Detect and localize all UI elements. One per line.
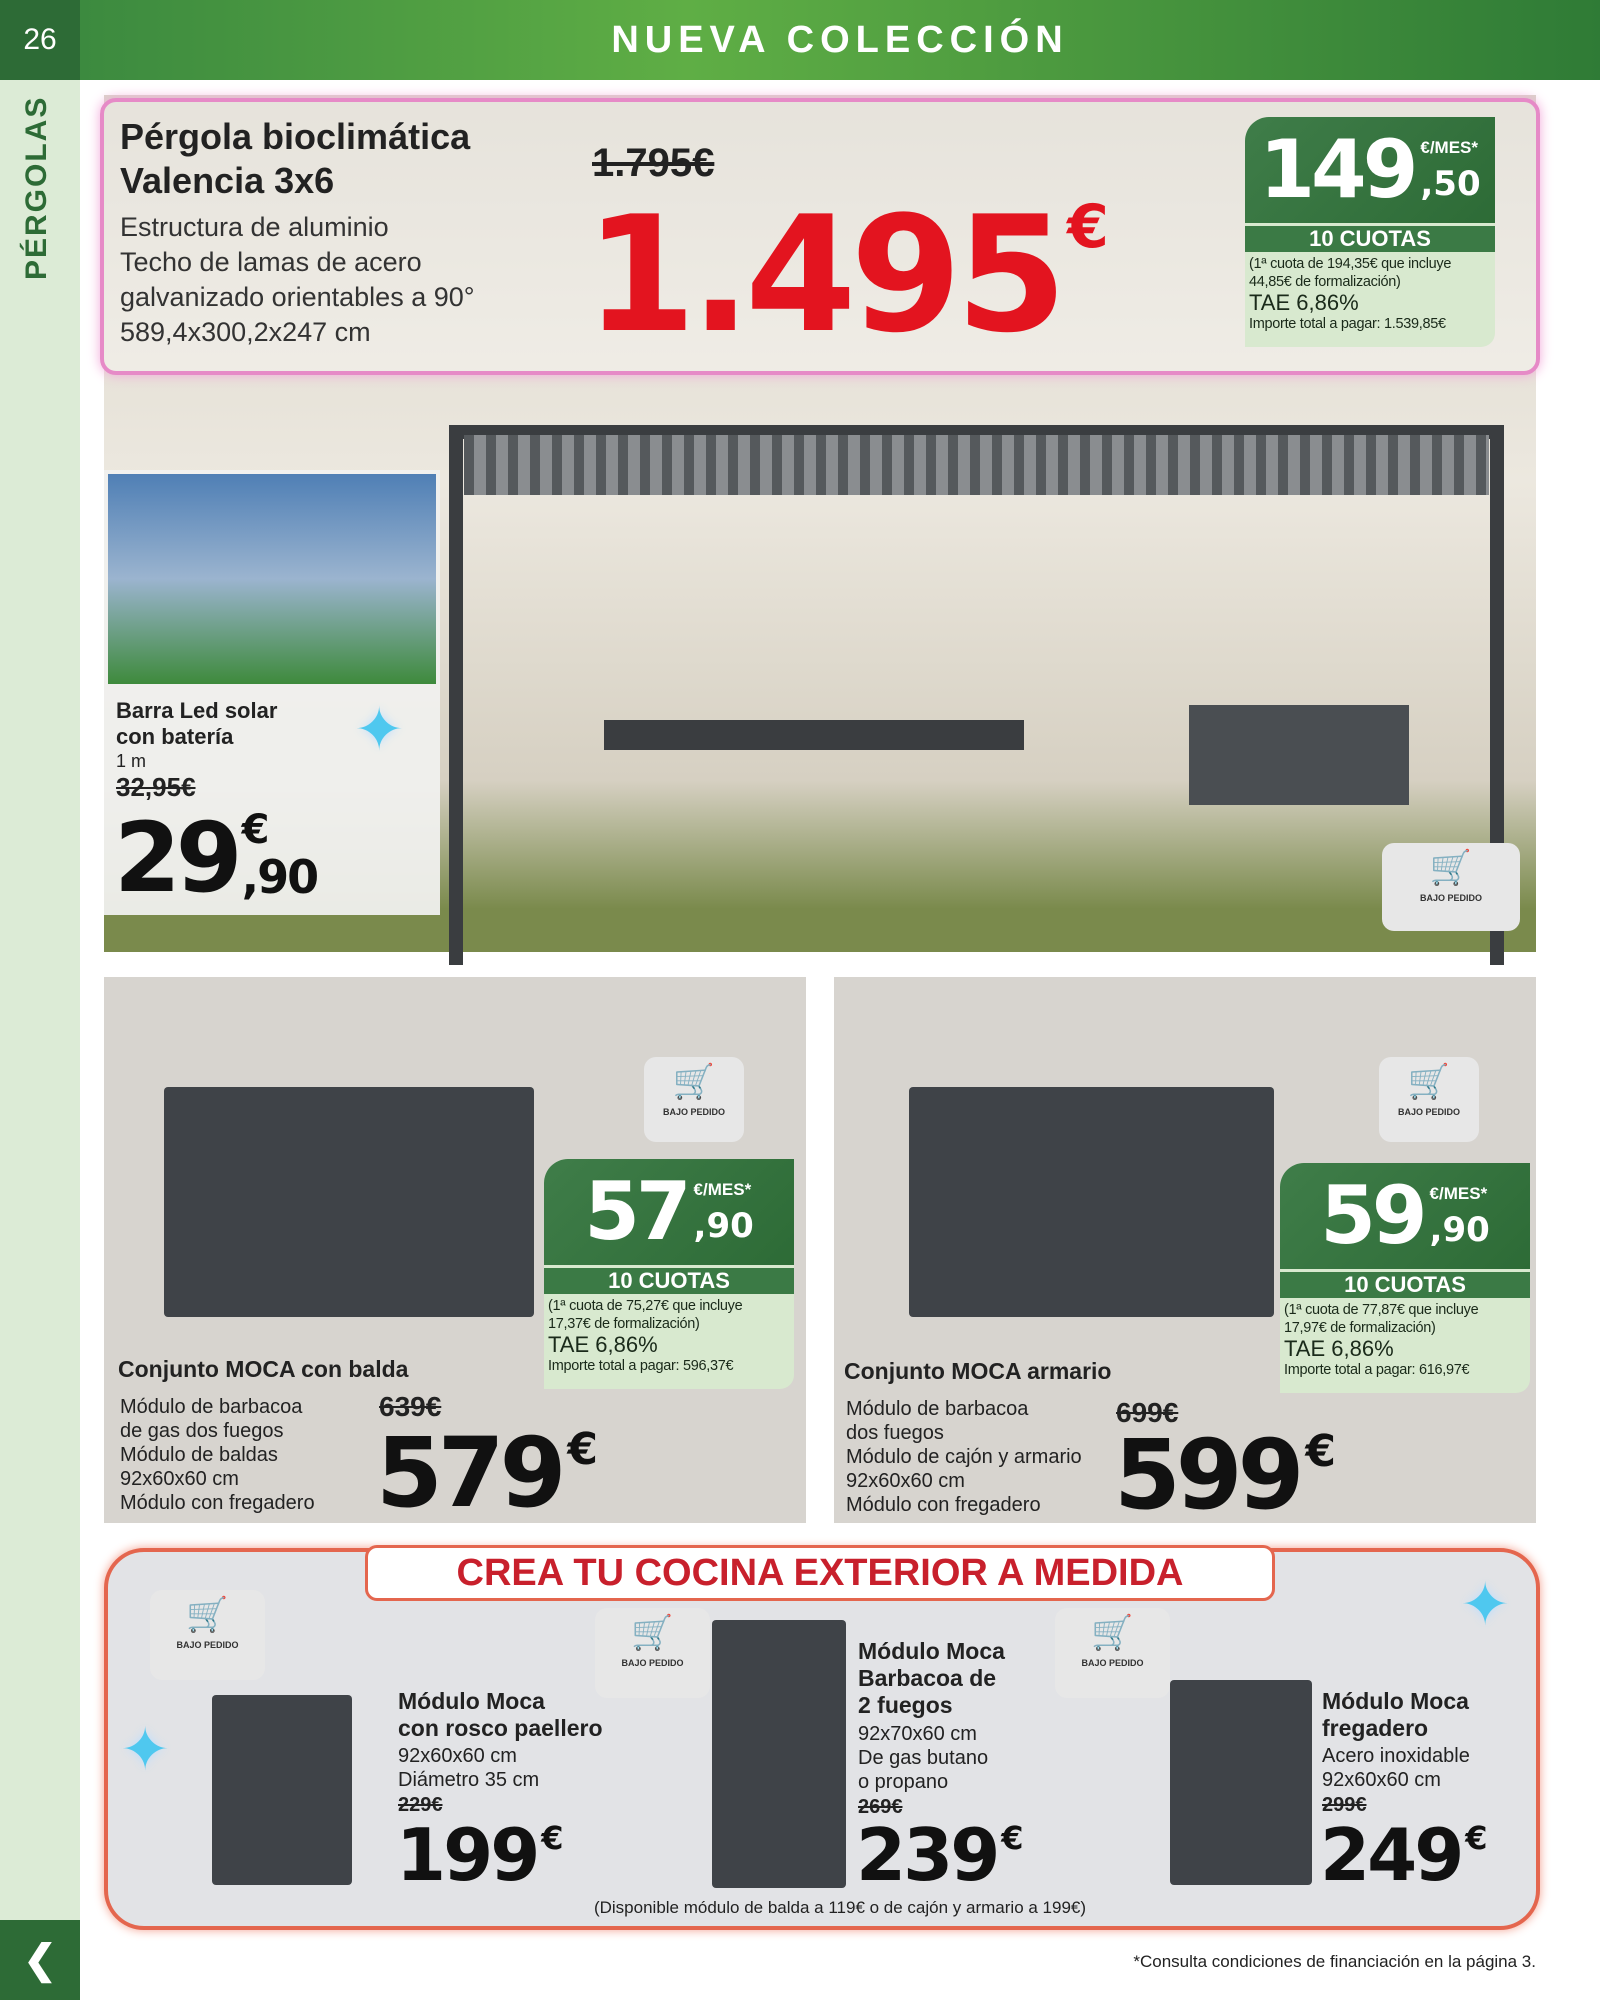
card-old-price: 639€ (379, 1391, 442, 1422)
module-title-line: Barbacoa de (858, 1665, 997, 1691)
led-old-price: 32,95€ (116, 772, 196, 802)
module-title (398, 1688, 603, 1742)
fin-line: (1ª cuota de 75,27€ que incluye (548, 1298, 743, 1314)
financing-box (544, 1159, 794, 1389)
module-old-price: 229€ (398, 1794, 443, 1816)
card-old-price: 699€ (1116, 1397, 1179, 1428)
led-price-row (114, 802, 318, 914)
fin-line: 17,97€ de formalización) (1284, 1320, 1436, 1336)
module-barbacoa-image (712, 1620, 846, 1888)
desc-line: Módulo de barbacoa (846, 1398, 1029, 1420)
bajo-pedido-badge (1379, 1057, 1479, 1142)
desc-line: Techo de lamas de acero (120, 247, 422, 277)
desc-line: de gas dos fuegos (120, 1420, 284, 1442)
cart-icon: 🛒 (1429, 849, 1473, 887)
desc-line: 589,4x300,2x247 cm (120, 317, 371, 347)
module-price: 199 (396, 1813, 538, 1897)
desc-line: Módulo con fregadero (120, 1492, 315, 1514)
fin-tae: TAE 6,86% (548, 1332, 658, 1357)
product-image (164, 1087, 534, 1317)
module-title-line: Módulo Moca (858, 1638, 1005, 1664)
card-price-row (376, 1417, 599, 1529)
module-title-line: con rosco paellero (398, 1715, 603, 1741)
fin-unit: €/MES* (1429, 1184, 1488, 1203)
cart-icon: 🛒 (631, 1614, 674, 1652)
module-paellero-image (212, 1695, 352, 1885)
desc-line: Estructura de aluminio (120, 212, 389, 242)
product-card-moca-balda (104, 977, 806, 1529)
badge-label: BAJO PEDIDO (621, 1658, 684, 1668)
card-desc (120, 1395, 315, 1515)
bajo-pedido-badge (1055, 1608, 1170, 1698)
desc-line: Módulo de cajón y armario (846, 1446, 1082, 1468)
desc-line: Módulo de baldas (120, 1444, 278, 1466)
footnote: *Consulta condiciones de financiación en la página 3. (1133, 1952, 1536, 1971)
hero-title-2: Valencia 3x6 (120, 160, 335, 201)
module-title (858, 1638, 1005, 1719)
desc-line: Módulo de barbacoa (120, 1396, 303, 1418)
led-currency: € (241, 807, 270, 853)
fin-total: Importe total a pagar: 616,97€ (1284, 1362, 1470, 1378)
module-title (1322, 1688, 1469, 1742)
card-currency: € (567, 1424, 599, 1475)
desc-line: Módulo con fregadero (846, 1494, 1041, 1516)
fin-line: (1ª cuota de 194,35€ que incluye (1249, 256, 1452, 272)
fin-unit: €/MES* (1420, 138, 1479, 157)
module-title-line: Módulo Moca (398, 1688, 545, 1714)
module-fregadero-image (1170, 1680, 1312, 1885)
card-title: Conjunto MOCA con balda (118, 1356, 409, 1382)
product-card-moca-armario (834, 977, 1536, 1531)
module-title-line: 2 fuegos (858, 1692, 953, 1718)
section-label: PÉRGOLAS (20, 95, 53, 280)
dining-table (604, 720, 1024, 750)
led-title (116, 698, 277, 750)
module-desc-line: 92x60x60 cm (1322, 1769, 1441, 1791)
module-desc-line: 92x60x60 cm (398, 1745, 517, 1767)
led-photo (108, 474, 436, 684)
module-desc (858, 1722, 988, 1794)
module-desc-line: 92x70x60 cm (858, 1723, 977, 1745)
card-title: Conjunto MOCA armario (844, 1358, 1112, 1384)
banner-title: NUEVA COLECCIÓN (80, 0, 1600, 80)
custom-note: (Disponible módulo de balda a 119€ o de cajón y armario a 199€) (593, 1898, 1087, 1917)
module-currency: € (1001, 1819, 1024, 1857)
fin-cuotas: 10 CUOTAS (544, 1268, 794, 1294)
hero-price: 1.495 (585, 181, 1062, 368)
led-title-line: Barra Led solar (116, 698, 278, 723)
fin-tae: TAE 6,86% (1249, 290, 1359, 315)
fin-unit: €/MES* (693, 1180, 752, 1199)
led-size: 1 m (116, 751, 147, 771)
fin-tae: TAE 6,86% (1284, 1336, 1394, 1361)
module-price: 249 (1320, 1813, 1462, 1897)
sparkle-icon: ✦ (354, 696, 405, 763)
fin-dec: ,50 (1420, 164, 1481, 204)
module-title-line: fregadero (1322, 1715, 1429, 1741)
fin-line: 17,37€ de formalización) (548, 1316, 700, 1332)
fin-total: Importe total a pagar: 1.539,85€ (1249, 316, 1446, 332)
sparkle-icon: ✦ (1460, 1571, 1511, 1638)
hero-financing-box (1245, 117, 1495, 347)
bajo-pedido-badge (595, 1608, 710, 1698)
led-price-int: 29 (114, 802, 238, 914)
product-image (909, 1087, 1274, 1317)
desc-line: 92x60x60 cm (846, 1470, 965, 1492)
custom-title: CREA TU COCINA EXTERIOR A MEDIDA (365, 1545, 1275, 1601)
carrefour-logo-icon: ❮ (0, 1920, 80, 2000)
sparkle-icon: ✦ (120, 1716, 171, 1783)
card-desc (846, 1397, 1082, 1517)
hero-old-price: 1.795€ (592, 141, 715, 185)
pergola-illustration (449, 425, 1504, 965)
module-desc-line: o propano (858, 1771, 949, 1793)
module-desc-line: De gas butano (858, 1747, 989, 1769)
card-currency: € (1305, 1426, 1337, 1477)
badge-label: BAJO PEDIDO (1419, 893, 1482, 903)
hero-desc (120, 210, 475, 350)
badge-label: BAJO PEDIDO (1081, 1658, 1144, 1668)
sidebar (0, 0, 80, 2000)
module-old-price: 269€ (858, 1796, 903, 1818)
led-title-line: con batería (116, 724, 234, 749)
cart-icon: 🛒 (1091, 1614, 1134, 1652)
fin-int: 59 (1320, 1169, 1424, 1262)
fin-cuotas: 10 CUOTAS (1280, 1272, 1530, 1298)
desc-line: galvanizado orientables a 90° (120, 282, 475, 312)
fin-dec: ,90 (693, 1206, 754, 1246)
financing-box (1280, 1163, 1530, 1393)
badge-label: BAJO PEDIDO (662, 1107, 725, 1117)
fin-cuotas: 10 CUOTAS (1245, 226, 1495, 252)
cart-icon: 🛒 (672, 1063, 716, 1101)
fin-line: 44,85€ de formalización) (1249, 274, 1401, 290)
desc-line: dos fuegos (846, 1422, 944, 1444)
cart-icon: 🛒 (186, 1596, 229, 1634)
fin-int: 149 (1259, 123, 1415, 216)
module-old-price: 299€ (1322, 1794, 1367, 1816)
outdoor-kitchen (1189, 705, 1409, 805)
module-currency: € (1465, 1819, 1488, 1857)
hero-title-1: Pérgola bioclimática (120, 116, 471, 157)
fin-dec: ,90 (1429, 1210, 1490, 1250)
fin-int: 57 (584, 1165, 688, 1258)
module-price-row (396, 1813, 564, 1897)
module-desc-line: Acero inoxidable (1322, 1745, 1470, 1767)
bajo-pedido-badge (644, 1057, 744, 1142)
fin-line: (1ª cuota de 77,87€ que incluye (1284, 1302, 1479, 1318)
module-price-row (856, 1813, 1024, 1897)
pergola-louvers (464, 435, 1489, 495)
desc-line: 92x60x60 cm (120, 1468, 239, 1490)
page-number: 26 (0, 0, 80, 80)
module-price-row (1320, 1813, 1488, 1897)
hero-currency: € (1067, 192, 1109, 262)
led-inset (104, 470, 440, 915)
module-desc (398, 1744, 539, 1792)
module-price: 239 (856, 1813, 998, 1897)
module-title-line: Módulo Moca (1322, 1688, 1469, 1714)
module-desc-line: Diámetro 35 cm (398, 1769, 540, 1791)
card-price: 579 (376, 1417, 562, 1529)
cart-icon: 🛒 (1407, 1063, 1451, 1101)
badge-label: BAJO PEDIDO (1397, 1107, 1460, 1117)
card-price-row (1114, 1419, 1337, 1531)
module-desc (1322, 1744, 1470, 1792)
bajo-pedido-badge (1382, 843, 1520, 931)
card-price: 599 (1114, 1419, 1300, 1531)
led-price-dec: ,90 (241, 850, 318, 904)
module-currency: € (541, 1819, 564, 1857)
badge-label: BAJO PEDIDO (176, 1640, 239, 1650)
fin-total: Importe total a pagar: 596,37€ (548, 1358, 734, 1374)
hero-price-row (585, 181, 1109, 368)
bajo-pedido-badge (150, 1590, 265, 1680)
